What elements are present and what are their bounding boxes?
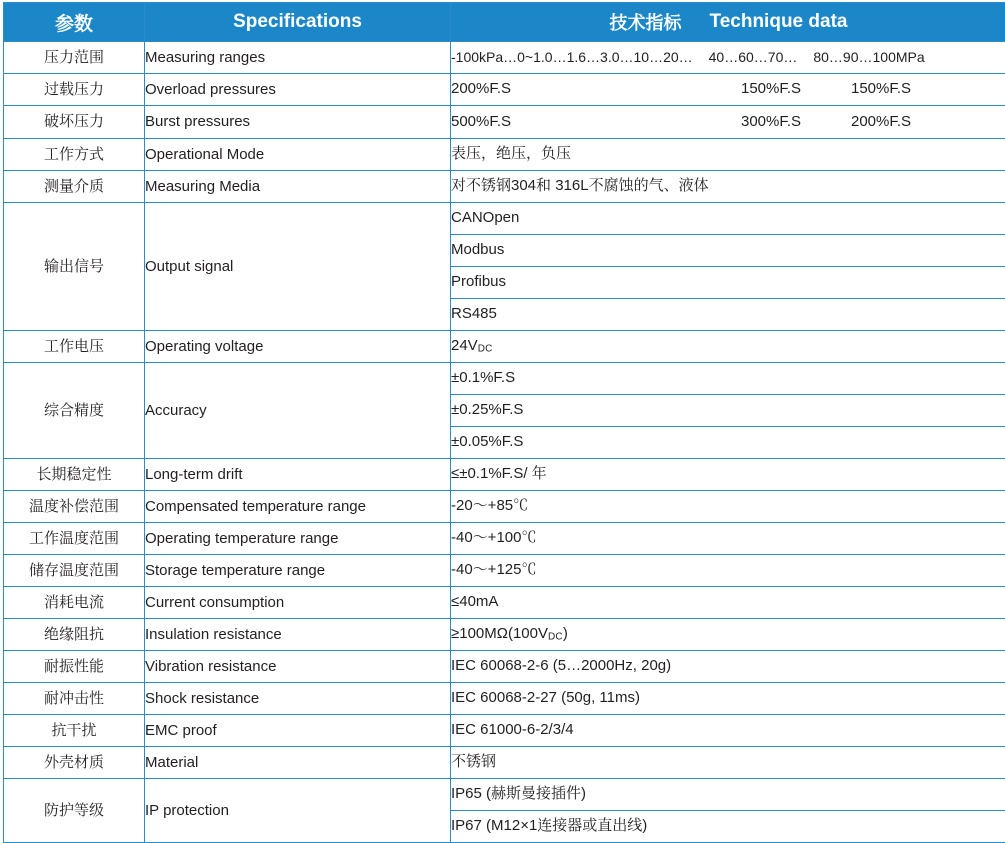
row-label-en: Accuracy bbox=[145, 363, 451, 459]
row-label-cn: 耐振性能 bbox=[4, 651, 145, 683]
overload-col-3: 150%F.S bbox=[851, 79, 961, 99]
row-label-cn: 长期稳定性 bbox=[4, 459, 145, 491]
row-label-en: IP protection bbox=[145, 779, 451, 843]
row-label-cn: 绝缘阻抗 bbox=[4, 619, 145, 651]
row-label-en: Current consumption bbox=[145, 587, 451, 619]
row-value: 表压，绝压，负压 bbox=[451, 139, 1005, 171]
header-parameter: 参数 bbox=[4, 3, 145, 42]
row-label-cn: 综合精度 bbox=[4, 363, 145, 459]
table-row bbox=[4, 715, 1005, 747]
row-label-en: Operating temperature range bbox=[145, 523, 451, 555]
insulation-value-post: ) bbox=[563, 625, 568, 642]
row-label-en: Long-term drift bbox=[145, 459, 451, 491]
row-label-en: Output signal bbox=[145, 203, 451, 331]
row-label-cn: 抗干扰 bbox=[4, 715, 145, 747]
row-value: ≤40mA bbox=[451, 587, 1005, 619]
row-label-cn: 测量介质 bbox=[4, 171, 145, 203]
row-label-en: Shock resistance bbox=[145, 683, 451, 715]
row-label-cn: 工作温度范围 bbox=[4, 523, 145, 555]
header-technique-data-en: Technique data bbox=[710, 11, 848, 33]
header-specifications: Specifications bbox=[145, 3, 451, 42]
row-value bbox=[451, 331, 1005, 363]
table-row bbox=[4, 42, 1005, 74]
table-row bbox=[4, 587, 1005, 619]
row-label-en: Overload pressures bbox=[145, 74, 451, 106]
row-value: IEC 60068-2-27 (50g, 11ms) bbox=[451, 683, 1005, 715]
table-row bbox=[4, 74, 1005, 106]
table-head bbox=[4, 3, 1005, 42]
table-row bbox=[4, 171, 1005, 203]
row-value: 不锈钢 bbox=[451, 747, 1005, 779]
row-value: IEC 61000-6-2/3/4 bbox=[451, 715, 1005, 747]
burst-col-1: 500%F.S bbox=[451, 112, 741, 132]
table-row bbox=[4, 363, 1005, 395]
range-part-1: -100kPa…0~1.0…1.6…3.0…10…20… bbox=[451, 48, 693, 67]
row-value: Modbus bbox=[451, 235, 1005, 267]
row-label-en: EMC proof bbox=[145, 715, 451, 747]
row-value: ±0.25%F.S bbox=[451, 395, 1005, 427]
table-row bbox=[4, 651, 1005, 683]
row-value bbox=[451, 74, 1005, 106]
row-value: RS485 bbox=[451, 299, 1005, 331]
range-part-3: 80…90…100MPa bbox=[813, 48, 924, 67]
specifications-table bbox=[3, 2, 1005, 843]
row-label-en: Operational Mode bbox=[145, 139, 451, 171]
table-row bbox=[4, 139, 1005, 171]
row-label-cn: 破坏压力 bbox=[4, 106, 145, 139]
row-label-cn: 工作方式 bbox=[4, 139, 145, 171]
header-technique-data-cn: 技术指标 bbox=[610, 9, 682, 35]
table-row bbox=[4, 491, 1005, 523]
row-label-en: Operating voltage bbox=[145, 331, 451, 363]
row-label-cn: 输出信号 bbox=[4, 203, 145, 331]
table-row bbox=[4, 459, 1005, 491]
row-value: ±0.05%F.S bbox=[451, 427, 1005, 459]
row-label-en: Insulation resistance bbox=[145, 619, 451, 651]
row-label-cn: 压力范围 bbox=[4, 42, 145, 74]
table-row bbox=[4, 203, 1005, 235]
table-row bbox=[4, 555, 1005, 587]
row-value: CANOpen bbox=[451, 203, 1005, 235]
row-label-cn: 外壳材质 bbox=[4, 747, 145, 779]
row-label-en: Material bbox=[145, 747, 451, 779]
table-body bbox=[4, 42, 1005, 843]
table-row bbox=[4, 619, 1005, 651]
row-label-en: Measuring Media bbox=[145, 171, 451, 203]
row-value: IP65 (赫斯曼接插件) bbox=[451, 779, 1005, 811]
row-value bbox=[451, 619, 1005, 651]
burst-col-2: 300%F.S bbox=[741, 112, 851, 132]
row-label-cn: 防护等级 bbox=[4, 779, 145, 843]
row-value: 对不锈钢304和 316L不腐蚀的气、液体 bbox=[451, 171, 1005, 203]
row-value: IP67 (M12×1连接器或直出线) bbox=[451, 811, 1005, 843]
row-value: ≤±0.1%F.S/ 年 bbox=[451, 459, 1005, 491]
row-label-en: Compensated temperature range bbox=[145, 491, 451, 523]
table-row bbox=[4, 523, 1005, 555]
insulation-value-pre: ≥100MΩ(100V bbox=[451, 625, 548, 642]
spec-sheet bbox=[0, 2, 1005, 827]
row-label-cn: 耐冲击性 bbox=[4, 683, 145, 715]
row-value bbox=[451, 106, 1005, 139]
row-label-cn: 工作电压 bbox=[4, 331, 145, 363]
header-technique-data bbox=[451, 3, 1005, 42]
burst-col-3: 200%F.S bbox=[851, 112, 961, 132]
table-row bbox=[4, 683, 1005, 715]
row-value: Profibus bbox=[451, 267, 1005, 299]
row-label-cn: 消耗电流 bbox=[4, 587, 145, 619]
row-label-cn: 温度补偿范围 bbox=[4, 491, 145, 523]
row-label-en: Storage temperature range bbox=[145, 555, 451, 587]
table-row bbox=[4, 779, 1005, 811]
voltage-subscript: DC bbox=[478, 344, 493, 355]
voltage-value: 24V bbox=[451, 337, 478, 354]
table-header-row bbox=[4, 3, 1005, 42]
overload-col-2: 150%F.S bbox=[741, 79, 851, 99]
row-value: IEC 60068-2-6 (5…2000Hz, 20g) bbox=[451, 651, 1005, 683]
overload-col-1: 200%F.S bbox=[451, 79, 741, 99]
row-value: -40～+125℃ bbox=[451, 555, 1005, 587]
row-label-en: Measuring ranges bbox=[145, 42, 451, 74]
row-label-cn: 储存温度范围 bbox=[4, 555, 145, 587]
table-row bbox=[4, 747, 1005, 779]
range-part-2: 40…60…70… bbox=[709, 48, 798, 67]
row-value bbox=[451, 42, 1005, 74]
row-value: -40～+100℃ bbox=[451, 523, 1005, 555]
row-label-cn: 过载压力 bbox=[4, 74, 145, 106]
table-row bbox=[4, 331, 1005, 363]
row-value: ±0.1%F.S bbox=[451, 363, 1005, 395]
insulation-subscript: DC bbox=[548, 632, 563, 643]
row-label-en: Vibration resistance bbox=[145, 651, 451, 683]
row-label-en: Burst pressures bbox=[145, 106, 451, 139]
table-row bbox=[4, 106, 1005, 139]
row-value: -20～+85℃ bbox=[451, 491, 1005, 523]
